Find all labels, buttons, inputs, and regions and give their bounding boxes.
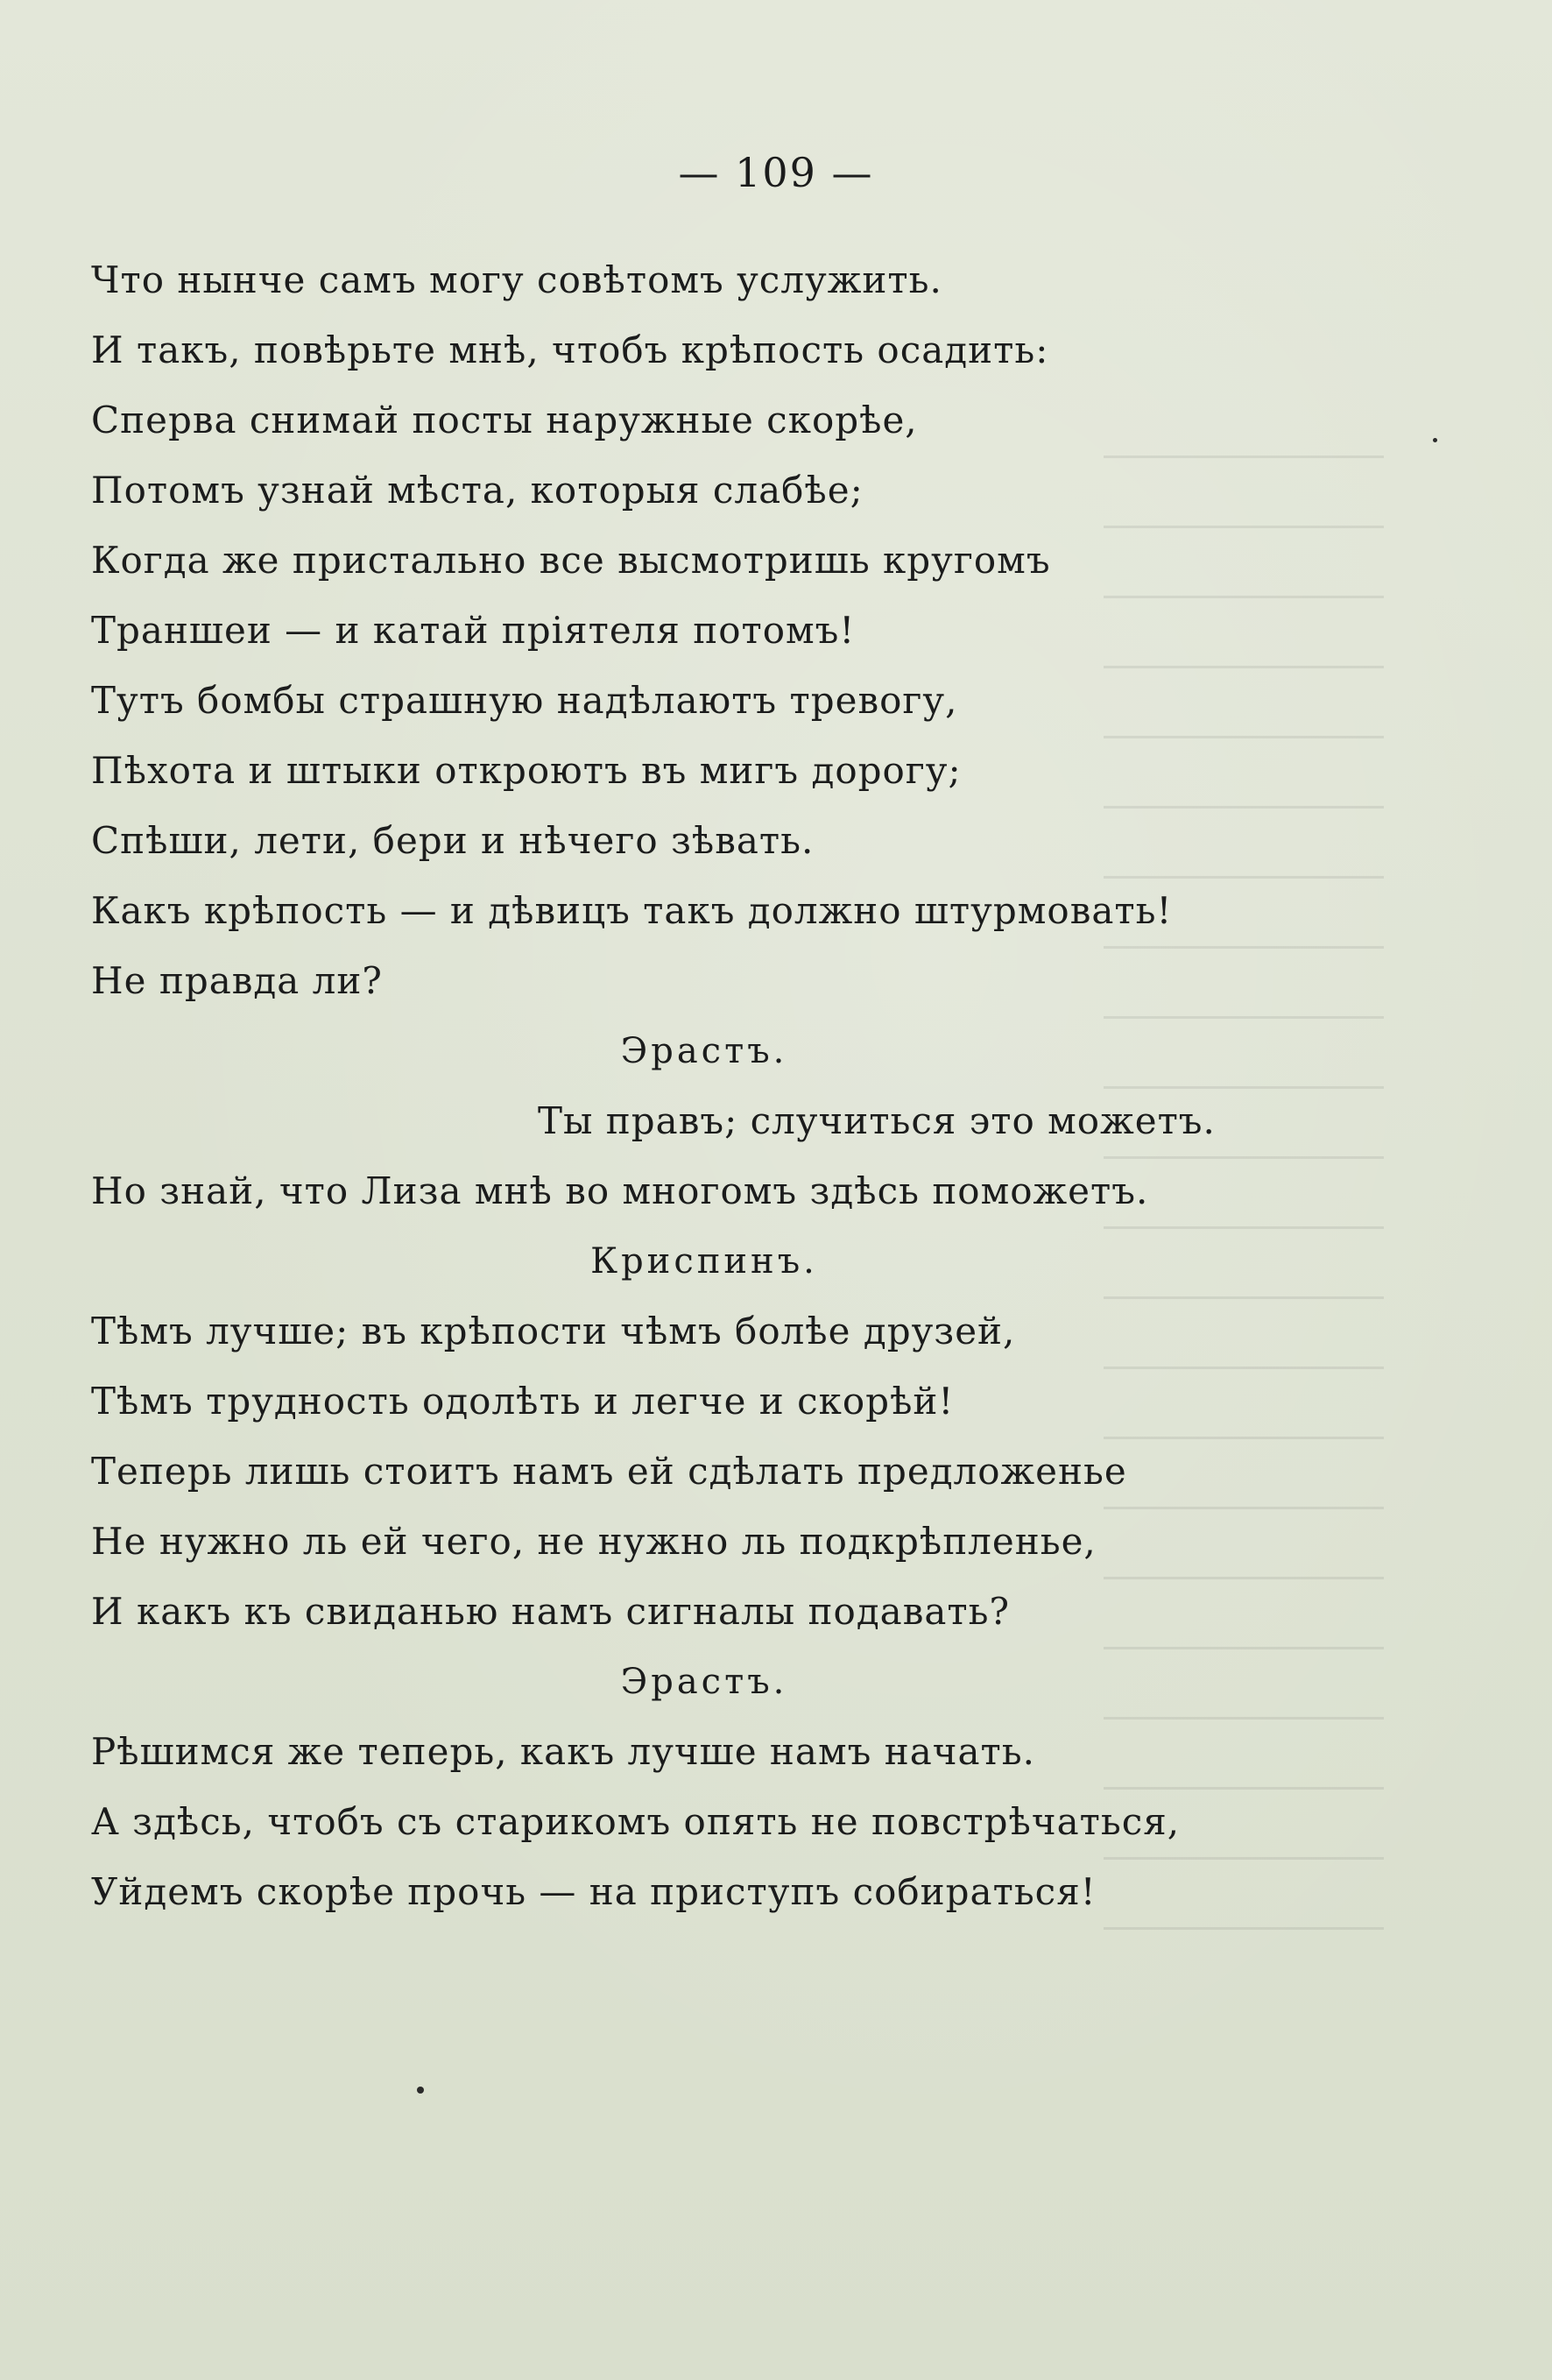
verse-line: Потомъ узнай мѣста, которыя слабѣе; (91, 469, 864, 512)
verse-line: Сперва снимай посты наружные скорѣе, (91, 399, 918, 441)
verse-line: Но знай, что Лиза мнѣ во многомъ здѣсь поможетъ. (91, 1169, 1149, 1212)
verse-line: Тутъ бомбы страшную надѣлаютъ тревогу, (91, 679, 958, 722)
verse-line: Не правда ли? (91, 959, 383, 1002)
verse-line: Не нужно ль ей чего, не нужно ль подкрѣпленье, (91, 1520, 1097, 1563)
verse-line: Уйдемъ скорѣе прочь — на приступъ собираться! (91, 1870, 1097, 1913)
verse-line: Какъ крѣпость — и дѣвицъ такъ должно штурмовать! (91, 889, 1173, 932)
verse-line: И такъ, повѣрьте мнѣ, чтобъ крѣпость осадить: (91, 328, 1049, 371)
speaker-name: Криспинъ. (590, 1241, 818, 1282)
ink-speck (1433, 438, 1437, 442)
verse-line: Когда же пристально все высмотришь кругомъ (91, 539, 1051, 582)
verse-line: Траншеи — и катай пріятеля потомъ! (91, 609, 856, 652)
verse-line: Тѣмъ лучше; въ крѣпости чѣмъ болѣе друзей, (91, 1310, 1016, 1352)
verse-line: И какъ къ свиданью намъ сигналы подавать? (91, 1590, 1011, 1633)
ink-speck (417, 2087, 424, 2094)
page-number: — 109 — (678, 149, 874, 196)
verse-line: Что нынче самъ могу совѣтомъ услужить. (91, 258, 942, 301)
verse-line: Пѣхота и штыки откроютъ въ мигъ дорогу; (91, 749, 962, 792)
verse-line: А здѣсь, чтобъ съ старикомъ опять не повстрѣчаться, (91, 1800, 1181, 1843)
verse-line: Теперь лишь стоитъ намъ ей сдѣлать предложенье (91, 1450, 1127, 1493)
verse-line: Спѣши, лети, бери и нѣчего зѣвать. (91, 819, 815, 862)
speaker-name: Эрастъ. (620, 1662, 788, 1702)
verse-line: Рѣшимся же теперь, какъ лучше намъ начать. (91, 1730, 1035, 1773)
verse-line: Тѣмъ трудность одолѣть и легче и скорѣй! (91, 1380, 955, 1423)
play-text (91, 245, 1422, 1927)
speaker-name: Эрастъ. (620, 1031, 788, 1071)
verse-line-indented: Ты правъ; случиться это можетъ. (538, 1099, 1216, 1142)
